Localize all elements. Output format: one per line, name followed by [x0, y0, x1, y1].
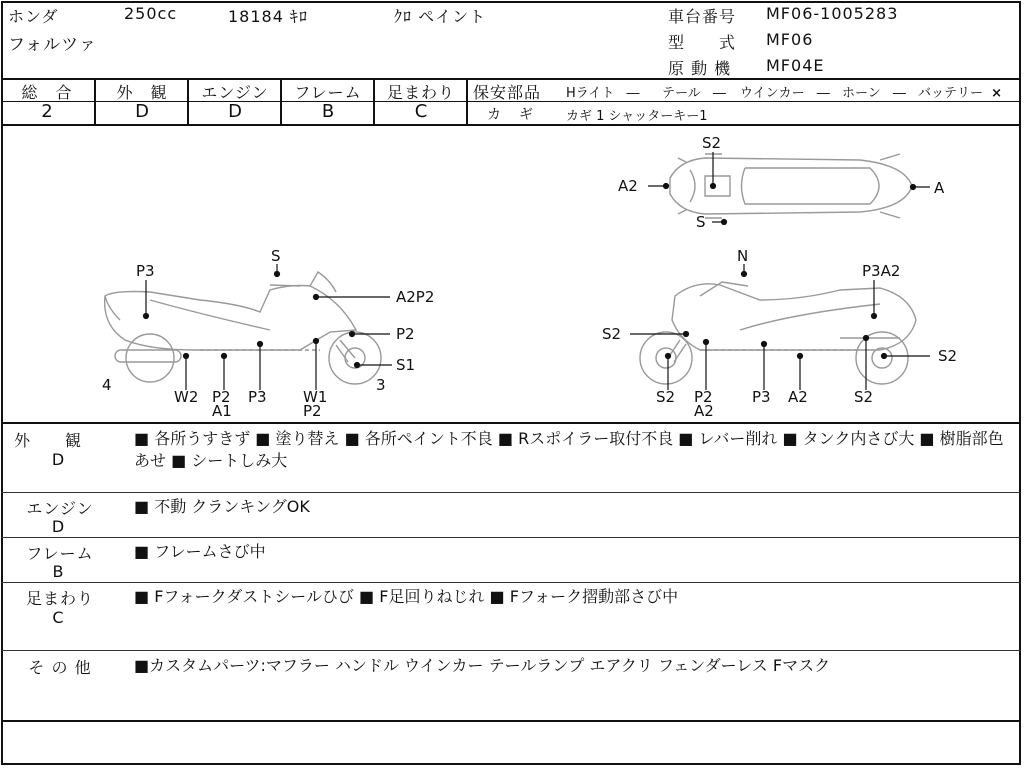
frame-no-label: 車台番号 — [668, 7, 737, 26]
engine-label: 原 動 機 — [668, 59, 732, 78]
grade-overall-value: 2 — [41, 101, 53, 122]
mark-label: P2 — [212, 388, 231, 406]
section-exterior-label: 外 観 — [13, 431, 82, 450]
safety-item-winker — [740, 82, 830, 101]
engine-model: MF04E — [766, 56, 825, 75]
mark-label: A2 — [694, 402, 714, 420]
divider — [1, 650, 1021, 651]
paint: ｸﾛ ペイント — [394, 7, 487, 26]
divider — [1, 422, 1021, 424]
safety-item-name: バッテリー — [918, 86, 984, 101]
mark-label: P3 — [248, 388, 267, 406]
maker: ホンダ — [8, 7, 59, 26]
safety-item-battery — [918, 82, 1002, 101]
grade-engine-value: D — [228, 101, 242, 122]
safety-label: 保安部品 — [473, 83, 542, 102]
safety-item-name: Hライト — [566, 86, 615, 101]
mark-label: A2 — [618, 177, 638, 195]
mark-label: A — [934, 179, 945, 197]
mark-label: P2 — [396, 325, 415, 343]
grade-suspension-label: 足まわり — [386, 83, 455, 102]
condition-diagram — [0, 126, 1024, 422]
section-other-label: そ の 他 — [28, 658, 92, 677]
type-label: 型 式 — [668, 33, 737, 52]
mark-label: S2 — [656, 388, 676, 406]
displacement: 250cc — [124, 4, 178, 23]
section-engine-text: ■ 不動 クランキングOK — [134, 497, 310, 516]
mark-label: N — [737, 247, 749, 265]
section-engine-grade: D — [51, 517, 65, 536]
section-frame-text: ■ フレームさび中 — [134, 542, 266, 561]
mark-label: P3 — [752, 388, 771, 406]
grade-suspension-value: C — [414, 101, 428, 122]
mark-label: W2 — [174, 388, 199, 406]
grade-engine-label: エンジン — [201, 83, 269, 102]
mark-label: S — [696, 213, 706, 231]
divider — [1, 582, 1021, 583]
scooter-top-view — [670, 154, 912, 218]
key-text: カギ 1 シャッターキー1 — [566, 109, 708, 124]
section-frame-grade: B — [52, 562, 64, 581]
section-exterior-grade: D — [51, 450, 65, 469]
model-name: フォルツァ — [8, 35, 97, 55]
key-label: カ ギ — [487, 107, 535, 123]
grade-frame-label: フレーム — [294, 83, 362, 102]
safety-item-name: テール — [662, 86, 701, 101]
safety-item-horn — [842, 82, 906, 101]
mark-label: P3 — [136, 262, 155, 280]
safety-item-mark: ― — [626, 86, 640, 101]
mark-label: P2 — [694, 388, 713, 406]
mark-label: 4 — [102, 376, 112, 394]
mark-label: S2 — [702, 134, 722, 152]
section-engine-label: エンジン — [26, 499, 94, 518]
divider — [468, 101, 1021, 102]
mark-label: S1 — [396, 356, 416, 374]
type: MF06 — [766, 30, 814, 49]
section-suspension-grade: C — [52, 608, 64, 627]
divider — [1, 492, 1021, 493]
mark-label: S2 — [602, 325, 622, 343]
section-suspension-text: ■ Fフォークダストシールひび ■ F足回りねじれ ■ Fフォーク摺動部さび中 — [134, 587, 679, 606]
mark-label: S — [271, 247, 281, 265]
section-exterior-text: ■ 各所うすきず ■ 塗り替え ■ 各所ペイント不良 ■ Rスポイラー取付不良 ■ レバー削れ ■ タンク内さび大 ■ 樹脂部色あせ ■ シートしみ大 — [134, 429, 1004, 470]
mark-label: A2 — [788, 388, 808, 406]
divider — [1, 720, 1021, 722]
safety-item-mark: ― — [892, 86, 906, 101]
mark-label: 3 — [376, 376, 386, 394]
frame-no: MF06-1005283 — [766, 4, 899, 23]
safety-item-name: ホーン — [842, 86, 881, 101]
safety-item-mark: × — [991, 86, 1003, 101]
mark-label: A2P2 — [396, 288, 435, 306]
safety-item-name: ウインカー — [740, 86, 805, 101]
divider — [1, 537, 1021, 538]
safety-item-headlight — [566, 82, 640, 101]
mark-label: S2 — [938, 347, 958, 365]
grade-exterior-value: D — [135, 101, 149, 122]
mark-label: S2 — [854, 388, 874, 406]
safety-item-mark: ― — [712, 86, 726, 101]
safety-item-tail — [662, 82, 726, 101]
mark-label: A1 — [212, 402, 232, 420]
mileage: 18184 ｷﾛ — [228, 7, 308, 26]
grade-exterior-label: 外 観 — [116, 83, 168, 102]
grade-frame-value: B — [321, 101, 335, 122]
mark-label: W1 — [303, 388, 328, 406]
mark-label: P2 — [303, 402, 322, 420]
grade-overall-label: 総 合 — [21, 83, 73, 102]
section-frame-label: フレーム — [26, 544, 94, 563]
mark-label: P3A2 — [862, 262, 901, 280]
safety-item-mark: ― — [816, 86, 830, 101]
section-other-text: ■カスタムパーツ:マフラー ハンドル ウインカー テールランプ エアクリ フェンダーレス Fマスク — [134, 656, 831, 675]
section-suspension-label: 足まわり — [25, 589, 94, 608]
